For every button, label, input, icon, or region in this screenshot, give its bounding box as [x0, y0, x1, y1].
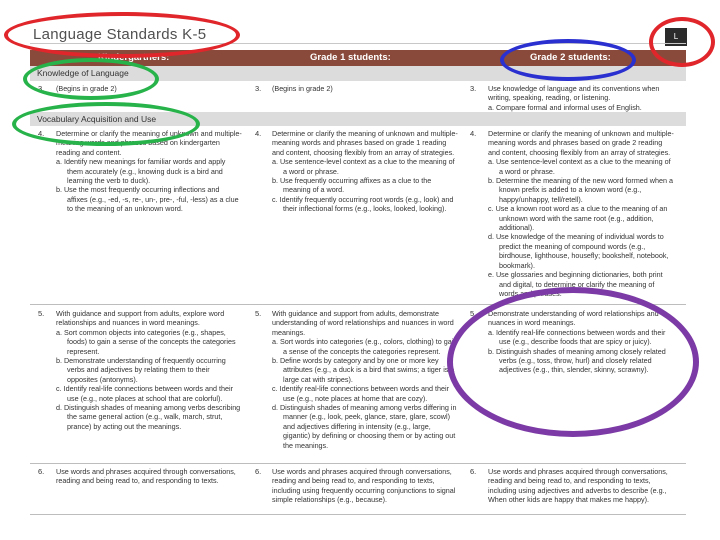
cell-subitem: c. Use a known root word as a clue to the meaning of an unknown word with the same root (e.g., addition, additional). [488, 204, 668, 233]
cell-text: Determine or clarify the meaning of unknown and multiple-meaning words and phrases based on grade 1 reading and content, choosing flexibly from an array of strategies. [272, 129, 458, 157]
cell-subitem: a. Compare formal and informal uses of English. [488, 102, 642, 112]
standard-number: 4. [255, 129, 262, 138]
table-bottom-border [30, 514, 686, 515]
cell-text: Determine or clarify the meaning of unknown and multiple-meaning words and phrases based on grade 2 reading and content, choosing flexibly from an array of strategies. [488, 129, 674, 157]
g2-standard-6 [488, 467, 674, 505]
cell-subitem: a. Sort common objects into categories (e.g., shapes, foods) to gain a sense of the concepts the categories represent. [56, 327, 236, 356]
k-standard-5 [56, 309, 242, 431]
standard-number: 3. [255, 84, 262, 93]
cell-subitem: c. Identify real-life connections between words and their use (e.g., note places at home that are cozy). [272, 384, 449, 403]
cell-subitem: a. Use sentence-level context as a clue to the meaning of a word or phrase. [488, 157, 671, 176]
standard-number: 3. [38, 84, 45, 93]
cell-subitem: a. Identify real-life connections between words and their use (e.g., describe foods that are spicy or juicy). [488, 327, 666, 347]
g2-standard-5 [488, 309, 674, 375]
cell-subitem: c. Identify real-life connections between words and their use (e.g., note places at school that are colorful). [56, 384, 233, 403]
cell-text: With guidance and support from adults, explore word relationships and nuances in word meanings. [56, 309, 225, 328]
standard-number: 4. [38, 129, 45, 138]
cell-text: Demonstrate understanding of word relationships and nuances in word meanings. [488, 309, 659, 328]
standard-number: 4. [470, 129, 477, 138]
row-divider [30, 304, 686, 305]
standard-number: 5. [255, 309, 262, 318]
cell-subitem: c. Identify frequently occurring root words (e.g., look) and their inflectional forms (e.g., looks, looked, looking). [272, 194, 454, 214]
cell-text: With guidance and support from adults, demonstrate understanding of word relationships and nuances in word meanings. [272, 309, 454, 337]
section-vocabulary-acquisition [30, 112, 686, 126]
title-divider [30, 43, 686, 44]
cell-subitem: a. Sort words into categories (e.g., colors, clothing) to gain a sense of the concepts the categories represent. [272, 337, 458, 356]
cell-text: Use words and phrases acquired through conversations, reading and being read to, and responding to texts, including using adjectives and adverbs to describe (e.g., When other kids are happy that makes me happy). [488, 467, 668, 505]
header-kindergarten: Kindergartners: [98, 52, 170, 63]
g2-standard-3 [488, 84, 674, 112]
page-title: Language Standards K-5 [33, 26, 207, 43]
section-knowledge-of-language [30, 66, 686, 81]
row-divider [30, 463, 686, 464]
cell-text: (Begins in grade 2) [272, 84, 333, 93]
cell-subitem: a. Use sentence-level context as a clue to the meaning of a word or phrase. [272, 157, 455, 176]
table-header [30, 50, 686, 66]
cell-subitem: b. Demonstrate understanding of frequently occurring verbs and adjectives by relating them to their opposites (antonyms). [56, 356, 226, 384]
cell-subitem: d. Use knowledge of the meaning of individual words to predict the meaning of compound words (e.g., birdhouse, lighthouse, housefly; bookshelf, notebook, bookmark). [488, 232, 669, 270]
standard-number: 6. [470, 467, 477, 476]
g1-standard-4 [272, 129, 458, 214]
cell-subitem: b. Determine the meaning of the new word formed when a known prefix is added to a known word (e.g., happy/unhappy, tell/retell). [488, 176, 673, 204]
cell-subitem: b. Distinguish shades of meaning among closely related verbs (e.g., toss, throw, hurl) and closely related adjectives (e.g., thin, slender, skinny, scrawny). [488, 346, 666, 375]
standard-number: 3. [470, 84, 477, 93]
cell-subitem: b. Define words by category and by one or more key attributes (e.g., a duck is a bird that swims; a tiger is a large cat with stripes). [272, 356, 455, 384]
cell-text: Determine or clarify the meaning of unknown and multiple-meaning words and phrases based on kindergarten reading and content. [56, 129, 242, 157]
cell-subitem: d. Distinguish shades of meaning among verbs describing the same general action (e.g., walk, march, strut, prance) by acting out the meanings. [56, 403, 241, 431]
g1-standard-3 [272, 84, 458, 93]
g1-standard-6 [272, 467, 458, 505]
cell-subitem: e. Use glossaries and beginning dictionaries, both print and digital, to determine or clarify the meaning of words and phrases. [488, 270, 663, 298]
cell-subitem: b. Use the most frequently occurring inflections and affixes (e.g., -ed, -s, re-, un-, pre-, -ful, -less) as a clue to the meaning of an unknown word. [56, 185, 239, 214]
cell-subitem: d. Distinguish shades of meaning among verbs differing in manner (e.g., look, peek, glance, stare, glare, scowl) and adjectives differing in intensity (e.g., large, gigantic) by defining or choosing them or by acting out the meanings. [272, 403, 457, 450]
g1-standard-5 [272, 309, 458, 450]
g2-standard-4 [488, 129, 674, 298]
cell-subitem: b. Use frequently occurring affixes as a clue to the meaning of a word. [272, 176, 432, 195]
cell-text: Use knowledge of language and its conventions when writing, speaking, reading, or listening. [488, 84, 660, 103]
cell-text: Use words and phrases acquired through conversations, reading and being read to, and responding to texts. [56, 467, 236, 486]
k-standard-3 [56, 84, 242, 93]
cell-text: Use words and phrases acquired through conversations, reading and being read to, and responding to texts, including using frequently occurring conjunctions to signal simple relationships (e.g., because). [272, 467, 456, 505]
header-grade-1: Grade 1 students: [310, 52, 391, 63]
section-label: Knowledge of Language [37, 68, 129, 78]
section-label: Vocabulary Acquisition and Use [37, 114, 157, 124]
strand-badge: L [665, 28, 687, 46]
standard-number: 5. [38, 309, 45, 318]
cell-subitem: a. Identify new meanings for familiar words and apply them accurately (e.g., knowing duck is a bird and learning the verb to duck). [56, 157, 226, 186]
header-grade-2: Grade 2 students: [530, 52, 611, 63]
k-standard-4 [56, 129, 242, 214]
standard-number: 6. [255, 467, 262, 476]
k-standard-6 [56, 467, 242, 486]
standard-number: 6. [38, 467, 45, 476]
standard-number: 5. [470, 309, 477, 318]
cell-text: (Begins in grade 2) [56, 84, 117, 93]
